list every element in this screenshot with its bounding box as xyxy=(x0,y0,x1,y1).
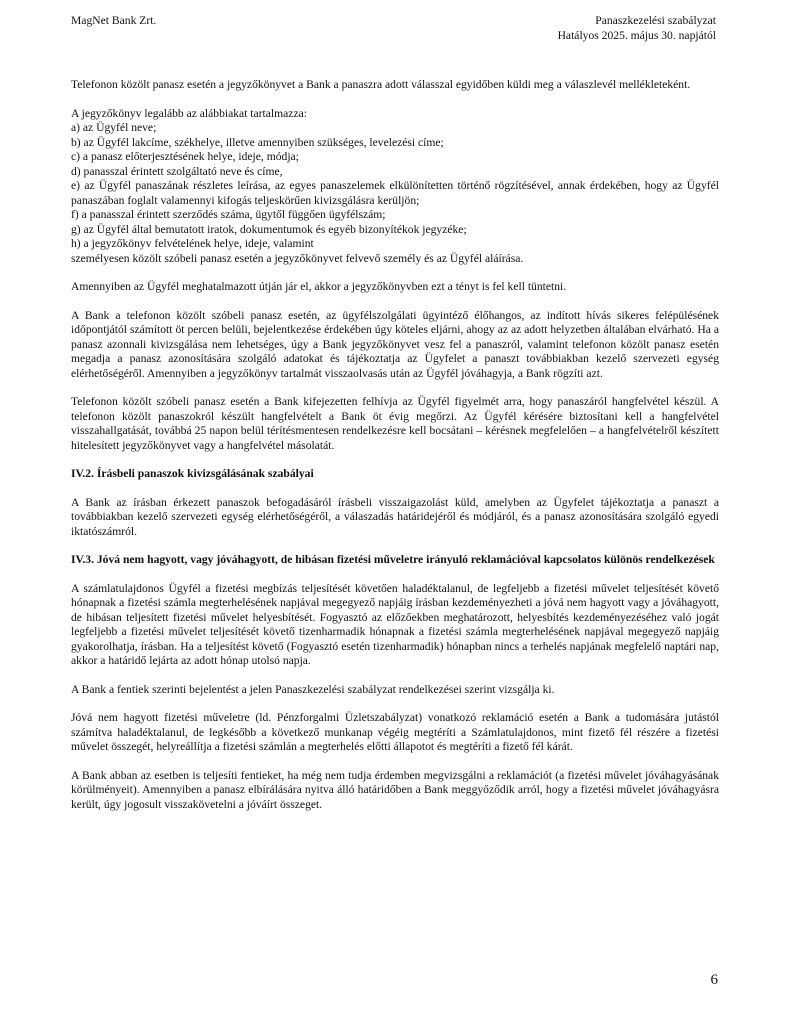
paragraph-7: A számlatulajdonos Ügyfél a fizetési megbízás teljesítését követően haladéktalanul, de legfeljebb a fizetési művelet teljesítését követő hónapnak a fizetési számla megterhelésének napjával megegyező napjáig írásban kezdeményezheti a jóvá nem hagyott vagy a jóváhagyott, de hibásan teljesített fizetési művelet helyesbítését. Fogyasztó az előzőekben meghatározott, helyesbítés kezdeményezéséhez való jogát legfeljebb a fizetési művelet teljesítését követő tizenharmadik hónapnak a fizetési számla megterhelésének napjával megegyező napjáig gyakorolhatja, írásban. Ha a teljesítést követő (Fogyasztó esetén tizenharmadik) hónapban nincs a terhelés napjának megfelelő naptári nap, akkor a határidő lejárta az adott hónap utolsó napja. xyxy=(71,581,719,667)
section-heading-iv2: IV.2. Írásbeli panaszok kivizsgálásának szabályai xyxy=(71,467,314,480)
list-item: a) az Ügyfél neve; xyxy=(71,121,157,134)
header-doc-title: Panaszkezelési szabályzat xyxy=(595,14,716,27)
list-item: d) panasszal érintett szolgáltató neve és címe, xyxy=(71,164,283,178)
page-number: 6 xyxy=(710,972,718,988)
paragraph-10: A Bank abban az esetben is teljesíti fentieket, ha még nem tudja érdemben megvizsgálni a reklamációt (a fizetési művelet jóváhagyásának körülményeit). Amennyiben a panasz elbírálására nyitva álló határidőben a Bank meggyőződik arról, hogy a fizetési művelet jóváhagyásra került, úgy jogosult visszakövetelni a jóváírt összeget. xyxy=(71,768,719,811)
paragraph-8: A Bank a fentiek szerinti bejelentést a jelen Panaszkezelési szabályzat rendelkezései szerint vizsgálja ki. xyxy=(71,682,555,696)
list-intro: A jegyzőkönyv legalább az alábbiakat tartalmazza: xyxy=(71,106,307,120)
paragraph-9: Jóvá nem hagyott fizetési műveletre (ld. Pénzforgalmi Üzletszabályzat) vonatkozó reklamáció esetén a Bank a tudomására jutástól számítva haladéktalanul, de legkésőbb a következő munkanap végéig megtéríti a Számlatulajdonos, mint fizető fél részére a fizetési művelet összegét, helyreállítja a fizetési számlán a megterhelés előtti állapotot és megtéríti a fizető fél kárát. xyxy=(71,711,719,753)
list-item: g) az Ügyfél által bemutatott iratok, dokumentumok és egyéb bizonyítékok jegyzéke; xyxy=(71,222,467,236)
paragraph-4: A Bank a telefonon közölt szóbeli panasz esetén, az ügyfélszolgálati ügyintéző élőhangos, az indított hívás sikeres felépülésének időpontjától számított öt percen belüli, bejelentkezése érdekében úgy köteles eljárni, ahogy az az adott helyzetben általában elvárható. Ha a panasz azonnali kivizsgálása nem lehetséges, úgy a Bank jegyzőkönyvet vesz fel a panaszról, valamint telefonon közölt panasz esetén megadja a panasz azonosítására szolgáló adatokat és tájékoztatja az Ügyfelet a panaszt továbbiakban kezelő szervezeti egység elérhetőségéről. Amennyiben a jegyzőkönyv tartalmát visszaolvasás után az Ügyfél jóváhagyja, a Bank rögzíti azt. xyxy=(71,308,719,380)
protocol-contents-list xyxy=(71,107,719,267)
header-company: MagNet Bank Zrt. xyxy=(71,14,157,27)
list-item: f) a panasszal érintett szerződés száma, ügytől függően ügyfélszám; xyxy=(71,208,386,221)
header-effective-date: Hatályos 2025. május 30. napjától xyxy=(557,28,716,42)
list-item: személyesen közölt szóbeli panasz esetén a jegyzőkönyvet felvevő személy és az Ügyfél aláírása. xyxy=(71,251,524,265)
list-item: e) az Ügyfél panaszának részletes leírása, az egyes panaszelemek elkülönítetten történő rögzítésével, annak érdekében, hogy az Ügyfél panaszában foglalt valamennyi kifogás teljeskörűen kivizsgálásra kerüljön; xyxy=(71,179,719,207)
header-right xyxy=(558,14,716,43)
paragraph-3: Amennyiben az Ügyfél meghatalmazott útján jár el, akkor a jegyzőkönyvben ezt a tényt is fel kell tüntetni. xyxy=(71,280,567,293)
list-item: b) az Ügyfél lakcíme, székhelye, illetve amennyiben szükséges, levelezési címe; xyxy=(71,135,444,149)
paragraph-6: A Bank az írásban érkezett panaszok befogadásáról írásbeli visszaigazolást küld, amelyben az Ügyfelet tájékoztatja a panaszt a továbbiakban kezelő szervezeti egység elérhetőségéről, a válaszadás határidejéről és módjáról, és a panasz azonosítására szolgáló egyedi iktatószámról. xyxy=(71,495,719,538)
paragraph-5: Telefonon közölt szóbeli panasz esetén a Bank kifejezetten felhívja az Ügyfél figyelmét arra, hogy panaszáról hangfelvétel készül. A telefonon közölt panaszokról készült hangfelvételt a Bank öt évig megőrzi. Az Ügyfél kérésére biztosítani kell a hangfelvétel visszahallgatását, továbbá 25 napon belül térítésmentesen rendelkezésre kell bocsátani – kérésnek megfelelően – a hangfelvételről készített hitelesített jegyzőkönyvet vagy a hangfelvétel másolatát. xyxy=(71,395,719,452)
paragraph-1: Telefonon közölt panasz esetén a jegyzőkönyvet a Bank a panaszra adott válasszal egyidőben küldi meg a válaszlevél mellékleteként. xyxy=(71,78,691,91)
list-item: c) a panasz előterjesztésének helye, ideje, módja; xyxy=(71,150,299,163)
document-body xyxy=(71,78,719,812)
section-heading-iv3: IV.3. Jóvá nem hagyott, vagy jóváhagyott, de hibásan fizetési műveletre irányuló reklamációval kapcsolatos különös rendelkezések xyxy=(71,553,715,566)
list-item: h) a jegyzőkönyv felvételének helye, ideje, valamint xyxy=(71,237,314,250)
